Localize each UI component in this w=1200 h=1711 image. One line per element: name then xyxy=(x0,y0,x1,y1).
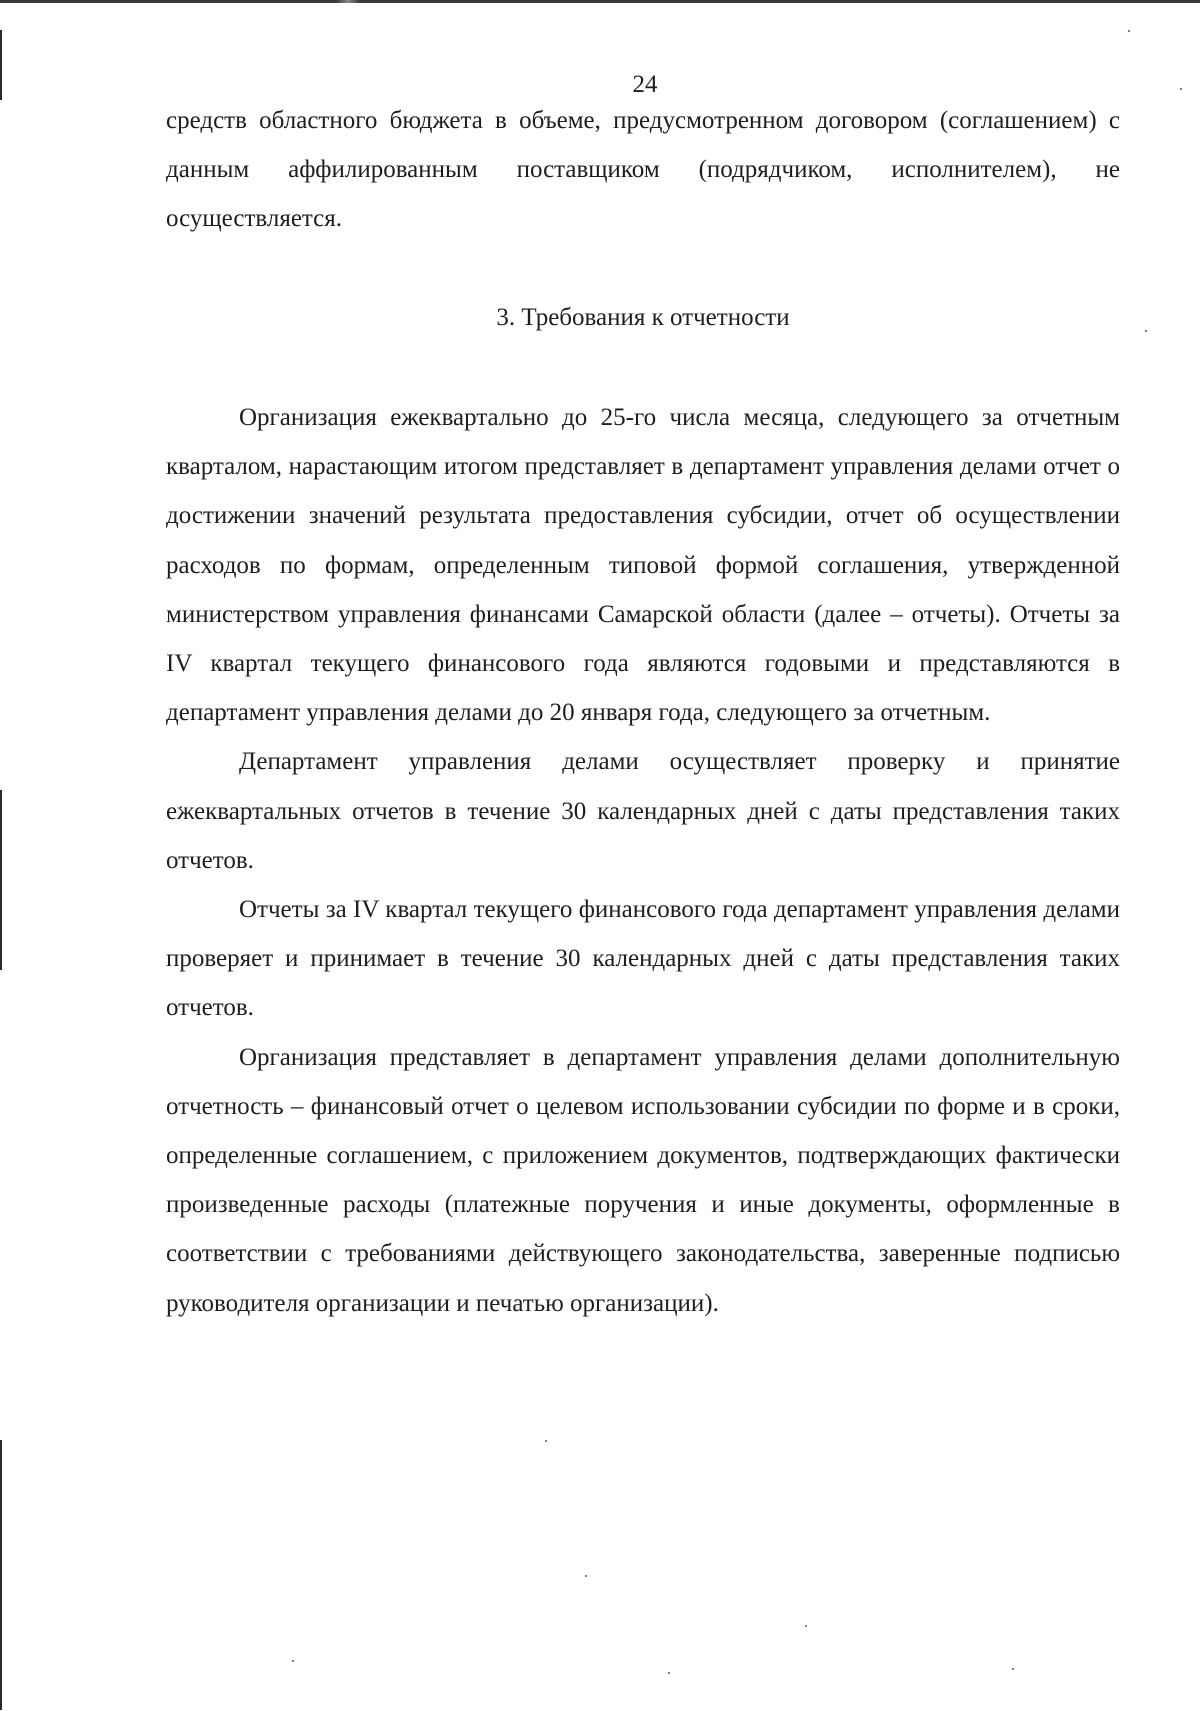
scan-speck xyxy=(292,1660,294,1662)
scan-speck xyxy=(585,1575,587,1577)
scan-speck xyxy=(1128,30,1130,32)
scan-speck xyxy=(545,1440,547,1442)
scan-speck xyxy=(668,1672,670,1674)
scan-left-edge-mark xyxy=(0,790,2,970)
scan-speck xyxy=(1145,330,1147,332)
section-heading: 3. Требования к отчетности xyxy=(496,304,790,331)
scan-speck xyxy=(1012,1668,1014,1670)
paragraph-annual-review: Отчеты за IV квартал текущего финансового года департамент управления делами проверяет и принимает в течение 30 календарных дней с даты представления таких отчетов. xyxy=(166,896,1120,1022)
scan-top-border xyxy=(0,0,1200,3)
paragraph-additional-reporting: Организация представляет в департамент управления делами дополнительную отчетность – финансовый отчет о целевом использовании субсидии по форме и в сроки, определенные соглашением, с приложением документов, подтверждающих фактически произведенные расходы (платежные поручения и иные документы, оформленные в соответствии с требованиями действующего законодательства, заверенные подписью руководителя организации и печатью организации). xyxy=(166,1043,1120,1317)
continuation-paragraph: средств областного бюджета в объеме, предусмотренном договором (соглашением) с данным аффилированным поставщиком (подрядчиком, исполнителем), не осуществляется. xyxy=(166,107,1120,233)
page-number: 24 xyxy=(632,71,658,98)
scan-speck xyxy=(805,1625,807,1627)
scan-left-edge-mark xyxy=(0,1440,2,1710)
section-body xyxy=(166,393,1120,1328)
intro-paragraph-block xyxy=(166,96,1120,244)
paragraph-reporting-schedule: Организация ежеквартально до 25-го числа месяца, следующего за отчетным кварталом, нарастающим итогом представляет в департамент управления делами отчет о достижении значений результата предоставления субсидии, отчет об осуществлении расходов по формам, определенным типовой формой соглашения, утвержденной министерством управления финансами Самарской области (далее – отчеты). Отчеты за IV квартал текущего финансового года являются годовыми и представляются в департамент управления делами до 20 января года, следующего за отчетным. xyxy=(166,404,1120,727)
paragraph-quarterly-review: Департамент управления делами осуществляет проверку и принятие ежеквартальных отчетов в течение 30 календарных дней с даты представления таких отчетов. xyxy=(166,748,1120,874)
